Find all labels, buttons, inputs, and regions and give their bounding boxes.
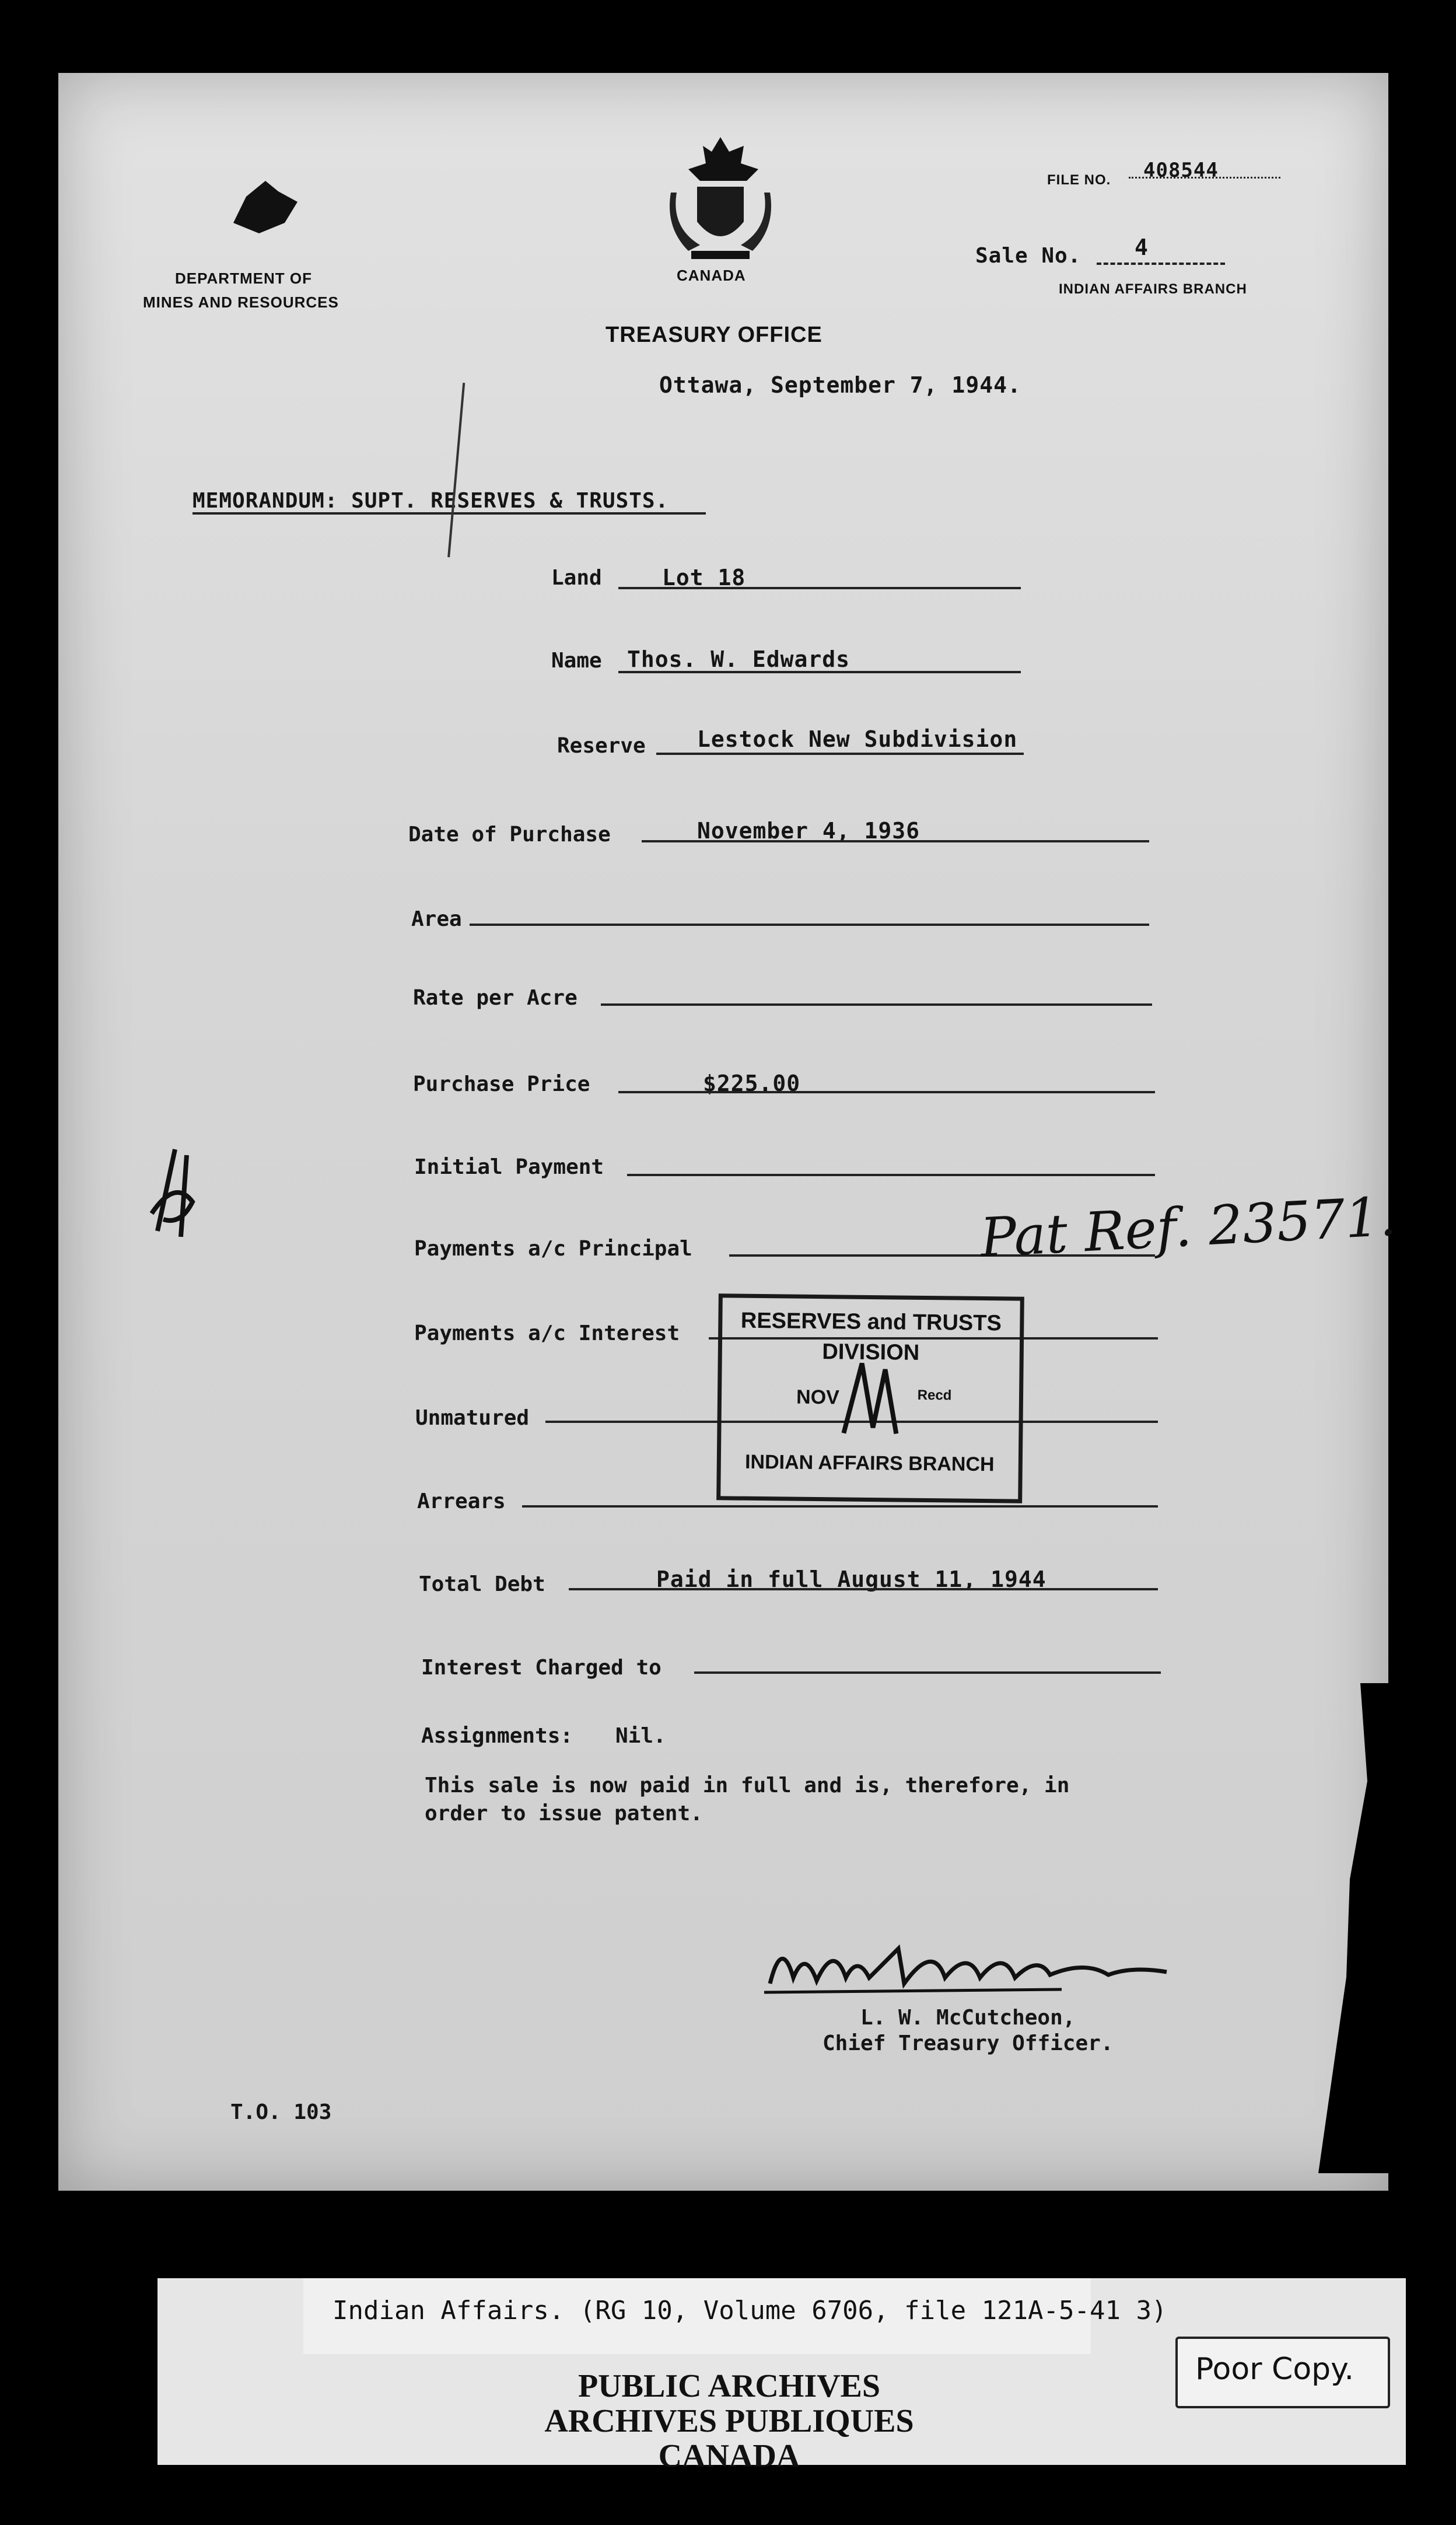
- total-line: [569, 1588, 1158, 1590]
- file-no-underline: [1129, 177, 1280, 179]
- date-label: Date of Purchase: [408, 823, 611, 847]
- name-line: [618, 671, 1021, 673]
- name-label: Name: [551, 649, 602, 673]
- memo-heading: MEMORANDUM: SUPT. RESERVES & TRUSTS.: [192, 489, 669, 513]
- date-value: November 4, 1936: [697, 818, 921, 844]
- sale-no-value: 4: [1135, 235, 1149, 260]
- date-line: [642, 840, 1149, 842]
- principal-label: Payments a/c Principal: [414, 1237, 692, 1261]
- arrears-line: [522, 1505, 1158, 1508]
- office-title: TREASURY OFFICE: [606, 323, 822, 347]
- stamp-line-3: NOV: [796, 1386, 840, 1409]
- archive-line-3: CANADA: [658, 2438, 800, 2474]
- signatory-name: L. W. McCutcheon,: [860, 2006, 1076, 2030]
- price-label: Purchase Price: [413, 1072, 590, 1096]
- crest-label: CANADA: [677, 267, 746, 284]
- stamp-initials-mark: [838, 1357, 902, 1439]
- poor-copy-text: Poor Copy.: [1195, 2352, 1354, 2387]
- total-value: Paid in full August 11, 1944: [656, 1566, 1046, 1592]
- patent-reference-annotation: Pat Ref. 23571.: [978, 1185, 1398, 1270]
- signature-mark: [758, 1925, 1178, 2001]
- initial-line: [627, 1174, 1155, 1176]
- stamp-line-5: INDIAN AFFAIRS BRANCH: [744, 1450, 995, 1476]
- land-value: Lot 18: [662, 565, 746, 590]
- stamp-line-4: Recd: [917, 1387, 952, 1404]
- body-text-line-1: This sale is now paid in full and is, therefore, in: [425, 1774, 1070, 1797]
- interest-label: Payments a/c Interest: [414, 1321, 680, 1345]
- assign-value: Nil.: [615, 1724, 666, 1748]
- department-line-2: MINES AND RESOURCES: [143, 293, 339, 311]
- land-line: [618, 587, 1021, 589]
- initial-label: Initial Payment: [414, 1155, 604, 1179]
- sale-no-label: Sale No.: [975, 244, 1082, 268]
- branch-label: INDIAN AFFAIRS BRANCH: [1059, 281, 1247, 297]
- rate-line: [601, 1003, 1152, 1006]
- file-no-label: FILE NO.: [1047, 172, 1111, 188]
- sale-no-underline: [1097, 263, 1225, 265]
- charged-label: Interest Charged to: [421, 1656, 662, 1680]
- file-no-value: 408544: [1143, 159, 1219, 182]
- place-date: Ottawa, September 7, 1944.: [659, 372, 1021, 398]
- area-label: Area: [411, 907, 462, 931]
- price-value: $225.00: [703, 1071, 801, 1096]
- received-stamp: [716, 1293, 1024, 1503]
- margin-initials-mark: [140, 1143, 210, 1248]
- poor-copy-note: [1175, 2337, 1390, 2408]
- reserve-line: [656, 753, 1024, 755]
- archive-line-2: ARCHIVES PUBLIQUES: [544, 2403, 914, 2439]
- assign-label: Assignments:: [421, 1724, 573, 1748]
- land-label: Land: [551, 566, 602, 590]
- canada-crest-icon: [665, 134, 776, 263]
- archive-title: [496, 2369, 963, 2474]
- stamp-line-2: DIVISION: [822, 1340, 920, 1365]
- arrears-label: Arrears: [417, 1489, 506, 1513]
- unmatured-label: Unmatured: [415, 1406, 530, 1430]
- body-text-line-2: order to issue patent.: [425, 1802, 703, 1825]
- name-value: Thos. W. Edwards: [627, 646, 850, 672]
- memo-heading-underline: [192, 512, 706, 515]
- price-line: [618, 1091, 1155, 1093]
- archive-reference: Indian Affairs. (RG 10, Volume 6706, file 121A-5-41 3): [332, 2296, 1167, 2325]
- rate-label: Rate per Acre: [413, 986, 578, 1010]
- charged-line: [694, 1671, 1161, 1674]
- total-label: Total Debt: [419, 1572, 545, 1596]
- reserve-value: Lestock New Subdivision: [697, 726, 1018, 752]
- reserve-label: Reserve: [557, 734, 646, 758]
- area-line: [470, 924, 1149, 926]
- archive-line-1: PUBLIC ARCHIVES: [578, 2368, 881, 2404]
- form-code: T.O. 103: [230, 2100, 332, 2124]
- stamp-line-1: RESERVES and TRUSTS: [740, 1308, 1002, 1336]
- signatory-title: Chief Treasury Officer.: [822, 2031, 1114, 2055]
- department-line-1: DEPARTMENT OF: [175, 270, 312, 287]
